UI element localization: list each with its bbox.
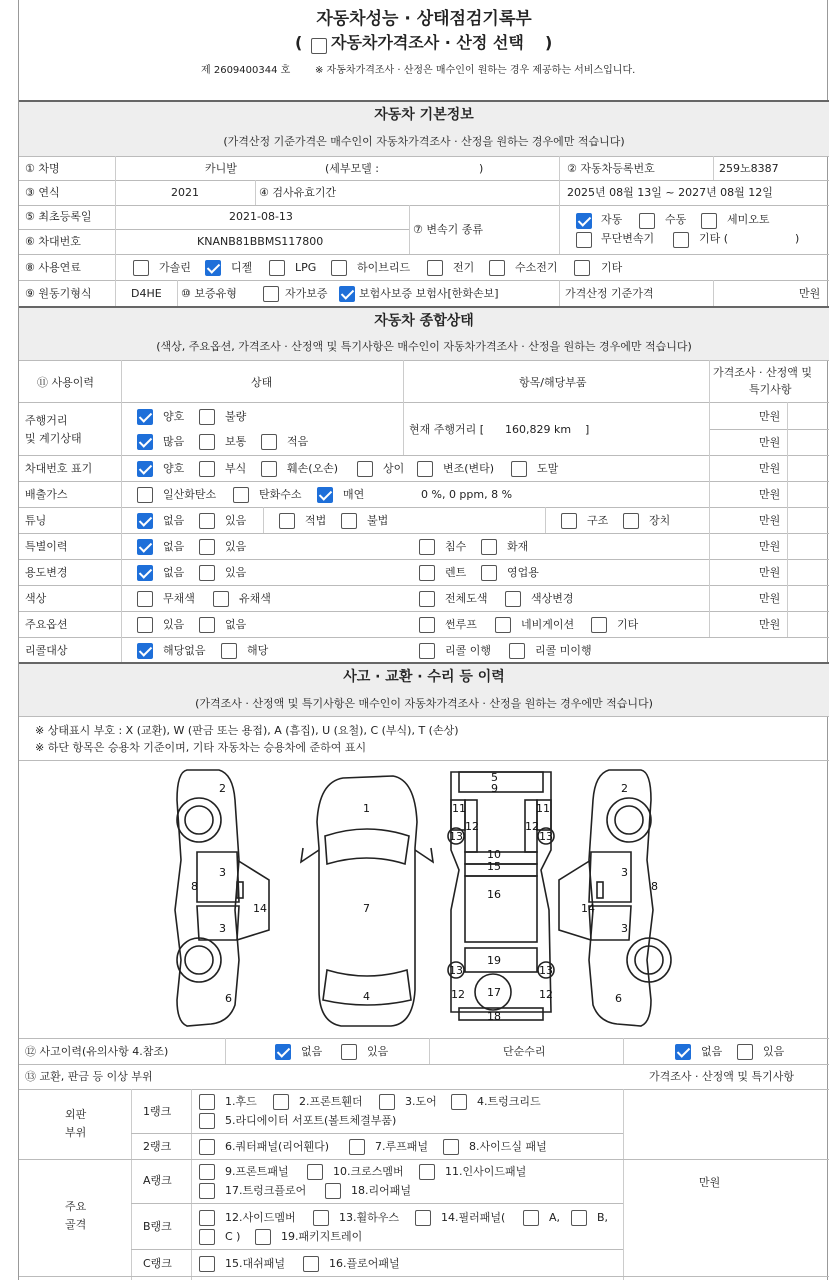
year-label: ③ 연식 — [25, 186, 60, 199]
tuning-exist-checkbox[interactable] — [199, 513, 215, 529]
rankC-label: C랭크 — [143, 1257, 172, 1270]
major-frame-label: 주요 — [65, 1200, 87, 1213]
fuel-hybrid-label: 하이브리드 — [357, 261, 411, 274]
major-frame-label-2: 골격 — [65, 1218, 87, 1231]
pillar-c-checkbox[interactable] — [199, 1229, 215, 1245]
emission-smoke-checkbox[interactable] — [317, 487, 333, 503]
part-radiator-support-checkbox[interactable] — [199, 1113, 215, 1129]
emission-hc-checkbox[interactable] — [233, 487, 249, 503]
simple-repair-label: 단순수리 — [503, 1045, 546, 1058]
car-name-value: 카니발 — [205, 162, 237, 175]
part-trunk-lid-label: 4.트렁크리드 — [477, 1095, 541, 1108]
vin-smear-checkbox[interactable] — [511, 461, 527, 477]
part-quarter-panel-label: 6.쿼터패널(리어휀다) — [225, 1140, 330, 1153]
emission-values: 0 %, 0 ppm, 8 % — [421, 488, 513, 501]
part-roof-panel-label: 7.루프패널 — [375, 1140, 428, 1153]
vin-corrosion-checkbox[interactable] — [199, 461, 215, 477]
vin-mark-label: 차대번호 표기 — [25, 462, 93, 475]
fuel-electric-checkbox[interactable] — [427, 260, 443, 276]
part-trunk-floor-checkbox[interactable] — [199, 1183, 215, 1199]
tuning-price-unit: 만원 — [759, 514, 781, 527]
fire-label: 화재 — [507, 540, 529, 553]
vin-altered-label: 변조(변타) — [443, 462, 495, 475]
part-inside-panel-label: 11.인사이드패널 — [445, 1165, 527, 1178]
special-exist-label: 있음 — [225, 540, 247, 553]
trans-semi-label: 세미오토 — [727, 213, 770, 226]
recall-none-checkbox[interactable] — [137, 643, 153, 659]
validity-value: 2025년 08월 13일 ~ 2027년 08월 12일 — [567, 186, 773, 199]
rankA-label: A랭크 — [143, 1174, 172, 1187]
achromatic-checkbox[interactable] — [137, 591, 153, 607]
subtitle-close: ) — [545, 33, 553, 52]
chromatic-label: 유채색 — [239, 592, 271, 605]
tuning-exist-label: 있음 — [225, 514, 247, 527]
fuel-lpg-label: LPG — [295, 261, 317, 274]
flood-label: 침수 — [445, 540, 467, 553]
part-door-label: 3.도어 — [405, 1095, 437, 1108]
basic-info-note: (가격산정 기준가격은 매수인이 자동차가격조사 · 산정을 원하는 경우에만 적습니다) — [223, 135, 625, 148]
diagram-left-2: 2 — [219, 782, 226, 795]
diagram-frame-17: 17 — [487, 986, 501, 999]
trans-semi-checkbox[interactable] — [701, 213, 717, 229]
part-pillar-panel-label: 14.필러패널( — [441, 1211, 506, 1224]
reg-no-label: ② 자동차등록번호 — [567, 162, 655, 175]
subtitle-text: 자동차가격조사 · 산정 선택 — [331, 33, 524, 52]
fuel-gasoline-label: 가솔린 — [159, 261, 191, 274]
gauge-good-checkbox[interactable] — [137, 409, 153, 425]
tuning-illegal-label: 불법 — [367, 514, 389, 527]
diagram-right-3b: 3 — [621, 922, 628, 935]
vin-price-unit: 만원 — [759, 462, 781, 475]
special-none-checkbox[interactable] — [137, 539, 153, 555]
trans-manual-label: 수동 — [665, 213, 687, 226]
diagram-left-3b: 3 — [219, 922, 226, 935]
part-floor-panel-checkbox[interactable] — [303, 1256, 319, 1272]
fuel-etc-label: 기타 — [601, 261, 623, 274]
exchange-parts-label: ⑬ 교환, 판금 등 이상 부위 — [25, 1070, 153, 1083]
emission-co-label: 일산화탄소 — [163, 488, 217, 501]
vin-corrosion-label: 부식 — [225, 462, 247, 475]
diagram-frame-12c: 12 — [451, 988, 465, 1001]
basic-info-title: 자동차 기본정보 — [374, 107, 474, 123]
purpose-none-checkbox[interactable] — [137, 565, 153, 581]
tuning-none-checkbox[interactable] — [137, 513, 153, 529]
part-dash-panel-checkbox[interactable] — [199, 1256, 215, 1272]
options-exist-checkbox[interactable] — [137, 617, 153, 633]
diagram-left-3a: 3 — [219, 866, 226, 879]
accident-none-label: 없음 — [301, 1045, 323, 1058]
diagram-right-6: 6 — [615, 992, 622, 1005]
mileage-few-checkbox[interactable] — [261, 434, 277, 450]
color-price-unit: 만원 — [759, 592, 781, 605]
overall-note: (색상, 주요옵션, 가격조사 · 산정액 및 특기사항은 매수인이 자동차가격조사 · 산정을 원하는 경우에만 적습니다) — [156, 340, 692, 353]
pillar-b-label: B, — [597, 1211, 609, 1224]
tuning-structure-checkbox[interactable] — [561, 513, 577, 529]
col-item: 항목/해당부품 — [519, 376, 587, 389]
fuel-gasoline-checkbox[interactable] — [133, 260, 149, 276]
diagram-frame-13b: 13 — [539, 830, 553, 843]
part-floor-panel-label: 16.플로어패널 — [329, 1257, 400, 1270]
special-history-label: 특별이력 — [25, 540, 68, 553]
mileage-many-label: 많음 — [163, 435, 185, 448]
diagram-frame-16: 16 — [487, 888, 501, 901]
mileage-many-checkbox[interactable] — [137, 434, 153, 450]
passenger-note: ※ 하단 항목은 승용차 기준이며, 기타 자동차는 승용차에 준하여 표시 — [35, 741, 367, 754]
sunroof-label: 썬루프 — [445, 618, 477, 631]
document-title: 자동차성능 · 상태점검기록부 — [316, 9, 532, 29]
diagram-frame-12a: 12 — [465, 820, 479, 833]
trans-etc-label: 기타 ( — [699, 232, 729, 245]
current-mileage-close: ] — [585, 423, 590, 436]
options-etc-label: 기타 — [617, 618, 639, 631]
diagram-frame-19: 19 — [487, 954, 501, 967]
tuning-none-label: 없음 — [163, 514, 185, 527]
part-package-tray-label: 19.패키지트레이 — [281, 1230, 363, 1243]
purpose-exist-checkbox[interactable] — [199, 565, 215, 581]
options-none-checkbox[interactable] — [199, 617, 215, 633]
part-wheel-house-checkbox[interactable] — [313, 1210, 329, 1226]
tuning-legal-checkbox[interactable] — [279, 513, 295, 529]
current-mileage-value: 160,829 km — [505, 423, 572, 436]
part-side-member-label: 12.사이드멤버 — [225, 1211, 296, 1224]
part-roof-panel-checkbox[interactable] — [349, 1139, 365, 1155]
sunroof-checkbox[interactable] — [419, 617, 435, 633]
emission-price-unit: 만원 — [759, 488, 781, 501]
pillar-a-label: A, — [549, 1211, 561, 1224]
vin-diff-checkbox[interactable] — [357, 461, 373, 477]
mileage-normal-checkbox[interactable] — [199, 434, 215, 450]
recall-done-label: 리콜 이행 — [445, 644, 492, 657]
detail-model-close: ) — [479, 162, 484, 175]
part-inside-panel-checkbox[interactable] — [419, 1164, 435, 1180]
pillar-b-checkbox[interactable] — [571, 1210, 587, 1226]
chromatic-checkbox[interactable] — [213, 591, 229, 607]
part-side-member-checkbox[interactable] — [199, 1210, 215, 1226]
part-rear-panel-label: 18.리어패널 — [351, 1184, 411, 1197]
col-usage: ⑪ 사용이력 — [37, 376, 95, 389]
diagram-left-8: 8 — [191, 880, 198, 893]
diagram-frame-15: 15 — [487, 860, 501, 873]
diagram-frame-11a: 11 — [452, 802, 466, 815]
parts-price-unit: 만원 — [699, 1176, 721, 1189]
diagram-frame-13d: 13 — [539, 964, 553, 977]
fuel-hydrogen-checkbox[interactable] — [489, 260, 505, 276]
diagram-right-3a: 3 — [621, 866, 628, 879]
part-rear-panel-checkbox[interactable] — [325, 1183, 341, 1199]
diagram-frame-10: 10 — [487, 848, 501, 861]
diagram-left-14: 14 — [253, 902, 267, 915]
diagram-frame-13c: 13 — [449, 964, 463, 977]
trans-auto-checkbox[interactable] — [576, 213, 592, 229]
fuel-label: ⑧ 사용연료 — [25, 261, 81, 274]
simple-repair-exist-checkbox[interactable] — [737, 1044, 753, 1060]
right-side-view — [559, 770, 671, 1026]
special-price-unit: 만원 — [759, 540, 781, 553]
gauge-bad-label: 불량 — [225, 410, 247, 423]
transmission-label: ⑦ 변속기 종류 — [413, 223, 483, 236]
rent-checkbox[interactable] — [419, 565, 435, 581]
part-quarter-panel-checkbox[interactable] — [199, 1139, 215, 1155]
accident-history-label: ⑫ 사고이력(유의사항 4.참조) — [25, 1045, 169, 1058]
tuning-label: 튜닝 — [25, 514, 47, 527]
trans-etc-close: ) — [795, 232, 800, 245]
trans-cvt-label: 무단변속기 — [601, 232, 655, 245]
mileage-price-unit-2: 만원 — [759, 436, 781, 449]
tuning-structure-label: 구조 — [587, 514, 609, 527]
part-front-fender-label: 2.프론트휀더 — [299, 1095, 363, 1108]
accident-exist-label: 있음 — [367, 1045, 389, 1058]
recall-none-label: 해당없음 — [163, 644, 206, 657]
warranty-insurance-checkbox[interactable] — [339, 286, 355, 302]
overall-title: 자동차 종합상태 — [374, 313, 474, 329]
diagram-frame-13a: 13 — [449, 830, 463, 843]
gauge-bad-checkbox[interactable] — [199, 409, 215, 425]
engine-label: ⑨ 원동기형식 — [25, 287, 92, 300]
accident-note: (가격조사 · 산정액 및 특기사항은 매수인이 자동차가격조사 · 산정을 원하는 경우에만 적습니다) — [195, 697, 653, 710]
validity-label: ④ 검사유효기간 — [259, 186, 337, 199]
reg-no-value: 259노8387 — [719, 162, 779, 175]
vin-altered-checkbox[interactable] — [417, 461, 433, 477]
trans-cvt-checkbox[interactable] — [576, 232, 592, 248]
simple-repair-none-checkbox[interactable] — [675, 1044, 691, 1060]
diagram-left-6: 6 — [225, 992, 232, 1005]
recall-done-checkbox[interactable] — [419, 643, 435, 659]
accident-title: 사고 · 교환 · 수리 등 이력 — [343, 669, 505, 685]
diagram-frame-12b: 12 — [525, 820, 539, 833]
part-pillar-panel-checkbox[interactable] — [415, 1210, 431, 1226]
mileage-price-unit-1: 만원 — [759, 410, 781, 423]
part-hood-checkbox[interactable] — [199, 1094, 215, 1110]
accident-none-checkbox[interactable] — [275, 1044, 291, 1060]
fuel-hybrid-checkbox[interactable] — [331, 260, 347, 276]
part-wheel-house-label: 13.휠하우스 — [339, 1211, 399, 1224]
vin-good-label: 양호 — [163, 462, 185, 475]
diagram-frame-11b: 11 — [536, 802, 550, 815]
car-name-label: ① 차명 — [25, 162, 60, 175]
part-dash-panel-label: 15.대쉬패널 — [225, 1257, 285, 1270]
purpose-none-label: 없음 — [163, 566, 185, 579]
vin-value: KNANB81BBMS117800 — [197, 235, 324, 248]
service-note: ※ 자동차가격조사 · 산정은 매수인이 원하는 경우 제공하는 서비스입니다. — [315, 65, 636, 76]
first-reg-value: 2021-08-13 — [229, 210, 293, 223]
color-change-checkbox[interactable] — [505, 591, 521, 607]
recall-not-label: 리콜 미이행 — [535, 644, 592, 657]
recall-yes-label: 해당 — [247, 644, 269, 657]
color-change-label: 색상변경 — [531, 592, 574, 605]
part-trunk-floor-label: 17.트렁크플로어 — [225, 1184, 307, 1197]
tuning-illegal-checkbox[interactable] — [341, 513, 357, 529]
navigation-label: 네비게이션 — [521, 618, 575, 631]
rent-label: 렌트 — [445, 566, 467, 579]
options-exist-label: 있음 — [163, 618, 185, 631]
part-front-panel-label: 9.프론트패널 — [225, 1165, 289, 1178]
rankB-label: B랭크 — [143, 1220, 172, 1233]
rank1-label: 1랭크 — [143, 1105, 172, 1118]
parts-price-note: 가격조사 · 산정액 및 특기사항 — [649, 1070, 794, 1083]
recall-not-checkbox[interactable] — [509, 643, 525, 659]
diagram-top-7: 7 — [363, 902, 370, 915]
part-front-panel-checkbox[interactable] — [199, 1164, 215, 1180]
gauge-good-label: 양호 — [163, 410, 185, 423]
simple-repair-exist-label: 있음 — [763, 1045, 785, 1058]
pillar-a-checkbox[interactable] — [523, 1210, 539, 1226]
part-package-tray-checkbox[interactable] — [255, 1229, 271, 1245]
vin-smear-label: 도말 — [537, 462, 559, 475]
achromatic-label: 무채색 — [163, 592, 195, 605]
purpose-change-label: 용도변경 — [25, 566, 68, 579]
trans-auto-label: 자동 — [601, 213, 623, 226]
document-number: 제 2609400344 호 — [201, 65, 291, 76]
fuel-hydrogen-label: 수소전기 — [515, 261, 558, 274]
fuel-diesel-checkbox[interactable] — [205, 260, 221, 276]
fuel-electric-label: 전기 — [453, 261, 475, 274]
outer-panel-label: 외판 — [65, 1108, 87, 1121]
vin-damage-checkbox[interactable] — [261, 461, 277, 477]
flood-checkbox[interactable] — [419, 539, 435, 555]
warranty-label: ⑩ 보증유형 — [181, 287, 237, 300]
diagram-top-1: 1 — [363, 802, 370, 815]
purpose-exist-label: 있음 — [225, 566, 247, 579]
color-label: 색상 — [25, 592, 47, 605]
part-trunk-lid-checkbox[interactable] — [451, 1094, 467, 1110]
tuning-device-label: 장치 — [649, 514, 671, 527]
options-etc-checkbox[interactable] — [591, 617, 607, 633]
emission-smoke-label: 매연 — [343, 488, 365, 501]
tuning-device-checkbox[interactable] — [623, 513, 639, 529]
price-survey-checkbox[interactable] — [311, 38, 327, 54]
vin-label: ⑥ 차대번호 — [25, 235, 81, 248]
full-paint-checkbox[interactable] — [419, 591, 435, 607]
diagram-right-14: 14 — [581, 902, 595, 915]
col-state: 상태 — [251, 376, 273, 389]
warranty-self-checkbox[interactable] — [263, 286, 279, 302]
fuel-diesel-label: 디젤 — [231, 261, 253, 274]
left-side-view — [175, 770, 269, 1026]
col-price-1: 가격조사 · 산정액 및 — [713, 366, 812, 379]
status-legend: ※ 상태표시 부호 : X (교환), W (판금 또는 용접), A (흠집), U (요철), C (부식), T (손상) — [35, 724, 459, 737]
business-checkbox[interactable] — [481, 565, 497, 581]
major-options-label: 주요옵션 — [25, 618, 68, 631]
current-mileage-label: 현재 주행거리 [ — [409, 423, 485, 436]
recall-label: 리콜대상 — [25, 644, 68, 657]
diagram-right-2: 2 — [621, 782, 628, 795]
emission-hc-label: 탄화수소 — [259, 488, 302, 501]
trans-etc-checkbox[interactable] — [673, 232, 689, 248]
options-price-unit: 만원 — [759, 618, 781, 631]
navigation-checkbox[interactable] — [495, 617, 511, 633]
full-paint-label: 전체도색 — [445, 592, 488, 605]
emission-label: 배출가스 — [25, 488, 68, 501]
pillar-c-label: C ) — [225, 1230, 241, 1243]
detail-model-label: (세부모델 : — [325, 162, 379, 175]
vin-damage-label: 훼손(오손) — [287, 462, 339, 475]
diagram-frame-12d: 12 — [539, 988, 553, 1001]
options-none-label: 없음 — [225, 618, 247, 631]
recall-yes-checkbox[interactable] — [221, 643, 237, 659]
diagram-frame-18: 18 — [487, 1010, 501, 1023]
vin-diff-label: 상이 — [383, 462, 405, 475]
mileage-label-2: 및 계기상태 — [25, 432, 82, 445]
special-exist-checkbox[interactable] — [199, 539, 215, 555]
warranty-self-label: 자가보증 — [285, 287, 328, 300]
diagram-top-4: 4 — [363, 990, 370, 1003]
part-side-sill-checkbox[interactable] — [443, 1139, 459, 1155]
rank2-label: 2랭크 — [143, 1140, 172, 1153]
fuel-etc-checkbox[interactable] — [574, 260, 590, 276]
vin-good-checkbox[interactable] — [137, 461, 153, 477]
accident-exist-checkbox[interactable] — [341, 1044, 357, 1060]
business-label: 영업용 — [507, 566, 539, 579]
purpose-price-unit: 만원 — [759, 566, 781, 579]
outer-panel-label-2: 부위 — [65, 1126, 87, 1139]
mileage-label-1: 주행거리 — [25, 414, 68, 427]
part-door-checkbox[interactable] — [379, 1094, 395, 1110]
year-value: 2021 — [171, 186, 199, 199]
tuning-legal-label: 적법 — [305, 514, 327, 527]
part-cross-member-checkbox[interactable] — [307, 1164, 323, 1180]
subtitle-open: ( — [295, 33, 303, 52]
engine-value: D4HE — [131, 287, 162, 300]
diagram-frame-5: 5 — [491, 771, 498, 784]
fuel-lpg-checkbox[interactable] — [269, 260, 285, 276]
base-price-unit: 만원 — [799, 287, 821, 300]
part-radiator-support-label: 5.라디에이터 서포트(볼트체결부품) — [225, 1114, 397, 1127]
special-none-label: 없음 — [163, 540, 185, 553]
part-front-fender-checkbox[interactable] — [273, 1094, 289, 1110]
part-cross-member-label: 10.크로스멤버 — [333, 1165, 404, 1178]
col-price-2: 특기사항 — [749, 383, 792, 396]
emission-co-checkbox[interactable] — [137, 487, 153, 503]
diagram-frame-9: 9 — [491, 782, 498, 795]
inspection-record-page — [18, 0, 828, 1280]
part-hood-label: 1.후드 — [225, 1095, 257, 1108]
diagram-right-8: 8 — [651, 880, 658, 893]
trans-manual-checkbox[interactable] — [639, 213, 655, 229]
part-side-sill-label: 8.사이드실 패널 — [469, 1140, 547, 1153]
simple-repair-none-label: 없음 — [701, 1045, 723, 1058]
warranty-insurance-label: 보험사보증 보험사[한화손보] — [359, 287, 499, 300]
car-body-diagram — [19, 760, 829, 1038]
fire-checkbox[interactable] — [481, 539, 497, 555]
mileage-normal-label: 보통 — [225, 435, 247, 448]
mileage-few-label: 적음 — [287, 435, 309, 448]
base-price-label: 가격산정 기준가격 — [565, 287, 654, 300]
first-reg-label: ⑤ 최초등록일 — [25, 210, 92, 223]
